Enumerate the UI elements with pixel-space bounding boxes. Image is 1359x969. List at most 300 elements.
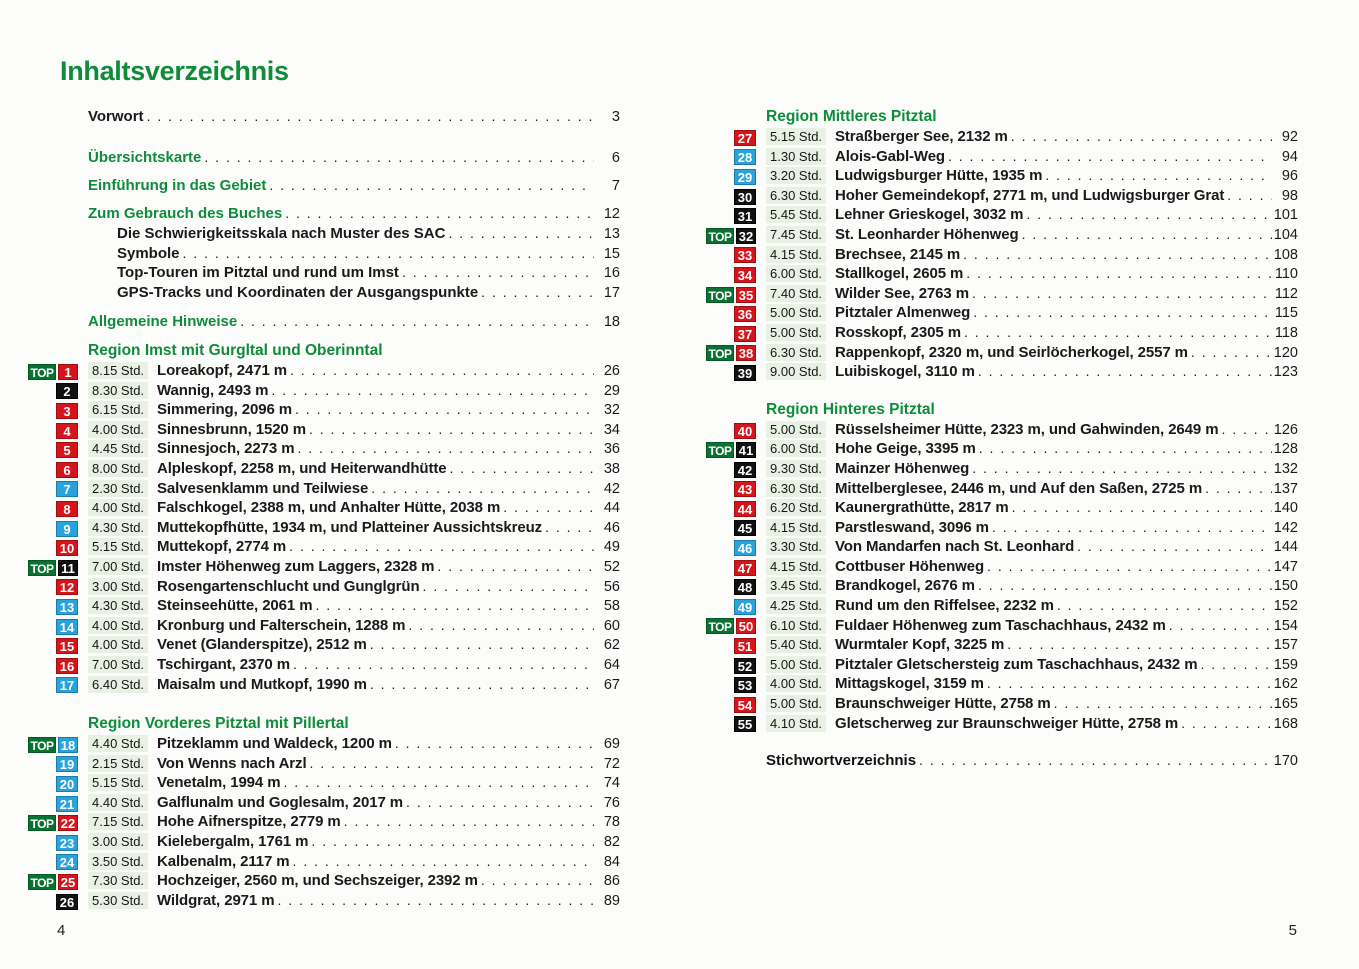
tour-duration: 4.15 Std.: [766, 246, 826, 263]
tour-page-number: 34: [603, 421, 620, 438]
tour-number-badge: 4: [56, 423, 78, 439]
tour-page-number: 32: [603, 402, 620, 419]
tour-title: Rosengartenschlucht und Gunglgrün: [157, 577, 420, 595]
region-heading: Region Mittleres Pitztal: [766, 108, 937, 125]
region-section-mittleres-pitztal: [706, 0, 1298, 383]
dot-leader: [287, 362, 594, 378]
dot-leader: [294, 440, 594, 456]
tour-number-badge: 2: [56, 383, 78, 399]
tour-number-badge: 16: [56, 658, 78, 674]
tour-row: [706, 460, 1298, 480]
dot-leader: [984, 675, 1272, 691]
top-badge: TOP: [706, 618, 734, 634]
top-badge: TOP: [28, 874, 56, 890]
dot-leader: [1074, 538, 1272, 554]
tour-row: [706, 167, 1298, 187]
tour-badges: [28, 776, 78, 792]
tour-number-badge: 27: [734, 130, 756, 146]
tour-badges: [28, 658, 78, 674]
dot-leader: [1051, 695, 1272, 711]
tour-duration: 3.00 Std.: [88, 578, 148, 595]
dot-leader: [201, 149, 594, 165]
tour-number-badge: 7: [56, 481, 78, 497]
tour-title: Pitztaler Almenweg: [835, 304, 971, 322]
toc-entry-zum-gebrauch: [28, 205, 620, 225]
tour-number-badge: 13: [56, 599, 78, 615]
dot-leader: [1166, 617, 1272, 633]
tour-row: [28, 892, 620, 912]
tour-row: [706, 695, 1298, 715]
tour-title: Simmering, 2096 m: [157, 401, 293, 419]
tour-duration: 4.15 Std.: [766, 519, 826, 536]
tour-number-badge: 11: [58, 560, 78, 576]
toc-entry-label: Zum Gebrauch des Buches: [88, 205, 283, 222]
dot-leader: [290, 656, 594, 672]
tour-title: Pitzeklamm und Waldeck, 1200 m: [157, 735, 392, 753]
toc-entry-vorwort: [28, 108, 620, 128]
top-badge: TOP: [28, 364, 56, 380]
tour-number-badge: 12: [56, 579, 78, 595]
tour-page-number: 140: [1273, 500, 1298, 517]
tour-title: Kronburg und Falterschein, 1288 m: [157, 616, 406, 634]
tour-number-badge: 8: [56, 501, 78, 517]
tour-badges: [706, 130, 756, 146]
dot-leader: [960, 246, 1272, 262]
top-badge: TOP: [706, 442, 734, 458]
dot-leader: [1009, 499, 1272, 515]
region-section-hinteres-pitztal: [706, 383, 1298, 735]
tour-number-badge: 41: [736, 442, 756, 458]
tour-title: Alpleskopf, 2258 m, und Heiterwandhütte: [157, 459, 447, 477]
tour-page-number: 52: [603, 558, 620, 575]
tour-page-number: 98: [1281, 187, 1298, 204]
tour-title: Imster Höhenweg zum Laggers, 2328 m: [157, 557, 435, 575]
toc-entry-page: 13: [603, 226, 620, 242]
tour-badges: [706, 267, 756, 283]
tour-page-number: 108: [1273, 246, 1298, 263]
tour-badges: [706, 208, 756, 224]
tour-row: [706, 206, 1298, 226]
tour-row: [706, 656, 1298, 676]
tour-page-number: 144: [1273, 539, 1298, 556]
tour-row: [706, 304, 1298, 324]
tour-duration: 2.15 Std.: [88, 755, 148, 772]
tour-title: Muttekopfhütte, 1934 m, und Platteiner Aussichtskreuz: [157, 518, 543, 536]
tour-row: [706, 480, 1298, 500]
tour-page-number: 44: [603, 500, 620, 517]
toc-entry-allgemeine-hinweise: [28, 313, 620, 333]
tour-title: Von Wenns nach Arzl: [157, 754, 307, 772]
region-heading: Region Hinteres Pitztal: [766, 400, 935, 418]
tour-row: [706, 226, 1298, 246]
top-badge: TOP: [706, 228, 734, 244]
tour-title: Stallkogel, 2605 m: [835, 265, 964, 283]
top-badge: TOP: [706, 287, 734, 303]
dot-leader: [306, 421, 594, 437]
tour-row: [706, 440, 1298, 460]
tour-page-number: 58: [603, 598, 620, 615]
dot-leader: [266, 177, 594, 193]
tour-number-badge: 42: [734, 462, 756, 478]
tour-duration: 8.15 Std.: [88, 362, 148, 379]
tour-title: Straßberger See, 2132 m: [835, 128, 1008, 145]
tour-badges: [706, 599, 756, 615]
tour-badges: [706, 462, 756, 478]
dot-leader: [274, 892, 594, 908]
tour-number-badge: 28: [734, 149, 756, 165]
tour-number-badge: 48: [734, 579, 756, 595]
tour-duration: 8.30 Std.: [88, 382, 148, 399]
tour-row: [28, 499, 620, 519]
tour-badges: [28, 796, 78, 812]
tour-badges: [706, 247, 756, 263]
tour-row: [706, 538, 1298, 558]
tour-page-number: 96: [1281, 168, 1298, 185]
tour-row: [28, 755, 620, 775]
toc-entry-page: 3: [611, 109, 620, 125]
toc-entry-label: Stichwortverzeichnis: [766, 752, 917, 770]
tour-page-number: 46: [603, 519, 620, 536]
tour-row: [28, 538, 620, 558]
tour-title: Hoher Gemeindekopf, 2771 m, und Ludwigsburger Grat: [835, 186, 1225, 204]
tour-badges: [706, 228, 756, 244]
top-badge: TOP: [706, 345, 734, 361]
dot-leader: [975, 577, 1272, 593]
tour-page-number: 142: [1273, 519, 1298, 536]
toc-entry-label: Allgemeine Hinweise: [88, 313, 238, 330]
tour-badges: [28, 619, 78, 635]
toc-entry-page: 17: [603, 284, 620, 301]
tour-duration: 5.30 Std.: [88, 892, 148, 909]
tour-page-number: 76: [603, 794, 620, 811]
tour-duration: 3.30 Std.: [766, 538, 826, 555]
tour-row: [706, 285, 1298, 305]
tour-page-number: 62: [603, 637, 620, 654]
tour-badges: [706, 169, 756, 185]
tour-number-badge: 34: [734, 267, 756, 283]
tour-title: Hochzeiger, 2560 m, und Sechszeiger, 2392 m: [157, 872, 478, 890]
tour-number-badge: 33: [734, 247, 756, 263]
tour-title: Pitztaler Gletschersteig zum Taschachhaus, 2432 m: [835, 655, 1198, 673]
tour-row: [28, 833, 620, 853]
tour-title: Venetalm, 1994 m: [157, 774, 281, 792]
tour-number-badge: 38: [736, 345, 756, 361]
tour-duration: 3.50 Std.: [88, 853, 148, 870]
dot-leader: [445, 225, 594, 241]
dot-leader: [542, 519, 594, 535]
tour-page-number: 49: [603, 539, 620, 556]
toc-entry-label: Vorwort: [88, 108, 144, 125]
tour-number-badge: 32: [736, 228, 756, 244]
tour-page-number: 118: [1274, 324, 1298, 341]
tour-row: [28, 735, 620, 755]
tour-title: Fuldaer Höhenweg zum Taschachhaus, 2432 m: [835, 616, 1166, 634]
tour-page-number: 38: [603, 460, 620, 477]
tour-badges: [28, 756, 78, 772]
toc-entry-page: 16: [603, 265, 620, 281]
toc-entry-label: GPS-Tracks und Koordinaten der Ausgangspunkte: [117, 283, 479, 301]
dot-leader: [1019, 226, 1272, 242]
dot-leader: [282, 205, 594, 221]
tour-title: Sinnesbrunn, 1520 m: [157, 420, 306, 438]
tour-badges: [28, 423, 78, 439]
tour-number-badge: 51: [734, 638, 756, 654]
tour-title: Kaunergrathütte, 2817 m: [835, 499, 1009, 517]
dot-leader: [984, 558, 1272, 574]
tour-row: [28, 558, 620, 578]
tour-title: Loreakopf, 2471 m: [157, 362, 288, 379]
tour-duration: 4.00 Std.: [88, 617, 148, 634]
tour-number-badge: 14: [56, 619, 78, 635]
tour-title: Rosskopf, 2305 m: [835, 323, 961, 341]
tour-list: [706, 128, 1298, 383]
dot-leader: [180, 245, 594, 261]
tour-row: [706, 617, 1298, 637]
tour-page-number: 78: [603, 814, 620, 831]
tour-page-number: 157: [1273, 637, 1298, 654]
tour-duration: 4.00 Std.: [88, 636, 148, 653]
tour-page-number: 29: [603, 382, 620, 399]
tour-row: [28, 382, 620, 402]
tour-badges: [28, 638, 78, 654]
dot-leader: [237, 313, 594, 329]
tour-badges: [706, 423, 756, 439]
tour-badges: [706, 442, 756, 458]
dot-leader: [403, 794, 594, 810]
tour-duration: 5.00 Std.: [766, 656, 826, 673]
tour-duration: 7.40 Std.: [766, 285, 826, 302]
tour-badges: [28, 815, 78, 831]
tour-badges: [706, 481, 756, 497]
tour-row: [28, 853, 620, 873]
tour-number-badge: 47: [734, 560, 756, 576]
tour-page-number: 56: [603, 578, 620, 595]
dot-leader: [399, 264, 594, 280]
tour-row: [706, 148, 1298, 168]
tour-row: [706, 265, 1298, 285]
tour-title: Sinnesjoch, 2273 m: [157, 440, 295, 458]
toc-entry-gps-tracks: [28, 284, 620, 304]
tour-title: Hohe Geige, 3395 m: [835, 440, 976, 458]
toc-entry-label: Symbole: [117, 244, 180, 262]
tour-row: [28, 872, 620, 892]
tour-badges: [706, 618, 756, 634]
tour-badges: [28, 521, 78, 537]
toc-entry-stichwortverzeichnis: [706, 752, 1298, 772]
tour-page-number: 94: [1281, 148, 1298, 165]
region-heading: Region Imst mit Gurgltal und Oberinntal: [88, 342, 383, 359]
tour-duration: 5.45 Std.: [766, 206, 826, 223]
tour-number-badge: 21: [56, 796, 78, 812]
tour-number-badge: 20: [56, 776, 78, 792]
dot-leader: [976, 440, 1272, 456]
dot-leader: [268, 382, 594, 398]
tour-duration: 6.30 Std.: [766, 480, 826, 497]
tour-badges: [706, 658, 756, 674]
toc-entry-label: Übersichtskarte: [88, 149, 202, 166]
tour-duration: 5.00 Std.: [766, 421, 826, 438]
tour-duration: 5.40 Std.: [766, 636, 826, 653]
toc-entry-page: 15: [603, 245, 620, 262]
tour-title: Wildgrat, 2971 m: [157, 891, 275, 909]
tour-page-number: 101: [1273, 207, 1298, 224]
toc-entry-uebersichtskarte: [28, 149, 620, 169]
tour-row: [706, 675, 1298, 695]
toc-entry-symbole: [28, 245, 620, 265]
tour-duration: 5.00 Std.: [766, 695, 826, 712]
tour-row: [28, 656, 620, 676]
tour-number-badge: 3: [56, 403, 78, 419]
tour-page-number: 74: [603, 775, 620, 792]
dot-leader: [975, 363, 1272, 379]
dot-leader: [478, 284, 594, 300]
dot-leader: [1197, 656, 1272, 672]
right-folio-page-number: 5: [1288, 922, 1297, 939]
tour-number-badge: 25: [58, 874, 78, 890]
tour-duration: 7.15 Std.: [88, 813, 148, 830]
tour-title: Mittelberglesee, 2446 m, und Auf den Saßen, 2725 m: [835, 479, 1203, 497]
tour-page-number: 112: [1274, 285, 1298, 302]
dot-leader: [969, 285, 1272, 301]
tour-duration: 4.45 Std.: [88, 440, 148, 457]
tour-page-number: 67: [603, 676, 620, 693]
tour-duration: 6.20 Std.: [766, 499, 826, 516]
tour-title: Wannig, 2493 m: [157, 381, 269, 399]
tour-row: [706, 499, 1298, 519]
dot-leader: [286, 538, 594, 554]
tour-number-badge: 31: [734, 208, 756, 224]
tour-duration: 5.00 Std.: [766, 304, 826, 321]
tour-duration: 7.30 Std.: [88, 872, 148, 889]
tour-row: [706, 636, 1298, 656]
tour-row: [28, 460, 620, 480]
region-section-imst: [28, 333, 620, 695]
dot-leader: [1004, 636, 1272, 652]
left-page-column: [28, 0, 620, 911]
tour-title: Ludwigsburger Hütte, 1935 m: [835, 167, 1043, 185]
tour-row: [28, 440, 620, 460]
toc-entry-label: Die Schwierigkeitsskala nach Muster des SAC: [117, 225, 446, 242]
tour-row: [706, 344, 1298, 364]
dot-leader: [341, 813, 594, 829]
tour-number-badge: 22: [58, 815, 78, 831]
tour-page-number: 82: [603, 834, 620, 851]
tour-title: Parstleswand, 3096 m: [835, 518, 989, 536]
tour-row: [28, 774, 620, 794]
dot-leader: [292, 401, 594, 417]
tour-number-badge: 54: [734, 697, 756, 713]
tour-duration: 5.15 Std.: [88, 774, 148, 791]
tour-row: [706, 577, 1298, 597]
tour-badges: [28, 560, 78, 576]
tour-title: Hohe Aifnerspitze, 2779 m: [157, 813, 341, 831]
tour-row: [28, 362, 620, 382]
toc-entry-label: Top-Touren im Pitztal und rund um Imst: [117, 264, 399, 281]
tour-number-badge: 43: [734, 481, 756, 497]
tour-badges: [28, 501, 78, 517]
dot-leader: [420, 578, 594, 594]
tour-duration: 7.45 Std.: [766, 226, 826, 243]
tour-row: [706, 128, 1298, 148]
tour-badges: [706, 560, 756, 576]
top-badge: TOP: [28, 737, 56, 753]
tour-row: [28, 519, 620, 539]
tour-badges: [706, 677, 756, 693]
tour-number-badge: 24: [56, 854, 78, 870]
top-badge: TOP: [28, 560, 56, 576]
dot-leader: [434, 558, 594, 574]
top-badge: TOP: [28, 815, 56, 831]
tour-row: [706, 715, 1298, 735]
tour-badges: [28, 599, 78, 615]
tour-duration: 4.00 Std.: [766, 675, 826, 692]
tour-row: [706, 597, 1298, 617]
tour-row: [706, 558, 1298, 578]
tour-duration: 5.15 Std.: [88, 538, 148, 555]
left-folio-page-number: 4: [57, 922, 66, 939]
tour-title: St. Leonharder Höhenweg: [835, 225, 1019, 243]
tour-number-badge: 53: [734, 677, 756, 693]
tour-badges: [28, 579, 78, 595]
tour-number-badge: 30: [734, 189, 756, 205]
tour-duration: 6.00 Std.: [766, 440, 826, 457]
dot-leader: [312, 597, 594, 613]
tour-page-number: 150: [1273, 578, 1298, 595]
tour-number-badge: 6: [56, 462, 78, 478]
tour-badges: [706, 540, 756, 556]
tour-title: Wilder See, 2763 m: [835, 284, 969, 302]
tour-list: [28, 362, 620, 695]
dot-leader: [405, 617, 594, 633]
tour-row: [706, 324, 1298, 344]
tour-page-number: 137: [1273, 480, 1298, 497]
tour-number-badge: 45: [734, 520, 756, 536]
tour-number-badge: 26: [56, 894, 78, 910]
tour-page-number: 168: [1273, 715, 1298, 732]
dot-leader: [1218, 421, 1272, 437]
tour-badges: [706, 345, 756, 361]
tour-badges: [706, 716, 756, 732]
tour-badges: [706, 287, 756, 303]
tour-row: [28, 421, 620, 441]
tour-page-number: 72: [603, 755, 620, 772]
tour-badges: [28, 737, 78, 753]
page-title: Inhaltsverzeichnis: [60, 56, 289, 86]
tour-title: Brechsee, 2145 m: [835, 245, 961, 263]
tour-page-number: 86: [603, 873, 620, 890]
tour-row: [28, 578, 620, 598]
tour-title: Alois-Gabl-Weg: [835, 147, 945, 165]
tour-list: [28, 735, 620, 911]
tour-number-badge: 49: [734, 599, 756, 615]
toc-entry-label: Einführung in das Gebiet: [88, 177, 267, 194]
tour-title: Luibiskogel, 3110 m: [835, 363, 975, 381]
tour-badges: [706, 579, 756, 595]
tour-page-number: 110: [1274, 266, 1298, 283]
dot-leader: [970, 304, 1272, 320]
tour-duration: 6.15 Std.: [88, 401, 148, 418]
dot-leader: [1023, 206, 1272, 222]
tour-duration: 4.25 Std.: [766, 597, 826, 614]
tour-badges: [28, 894, 78, 910]
tour-badges: [706, 189, 756, 205]
tour-title: Brandkogel, 2676 m: [835, 577, 975, 595]
tour-badges: [706, 638, 756, 654]
tour-page-number: 26: [603, 363, 620, 379]
tour-duration: 7.00 Std.: [88, 656, 148, 673]
toc-entry-page: 12: [603, 206, 620, 222]
dot-leader: [1224, 187, 1272, 203]
